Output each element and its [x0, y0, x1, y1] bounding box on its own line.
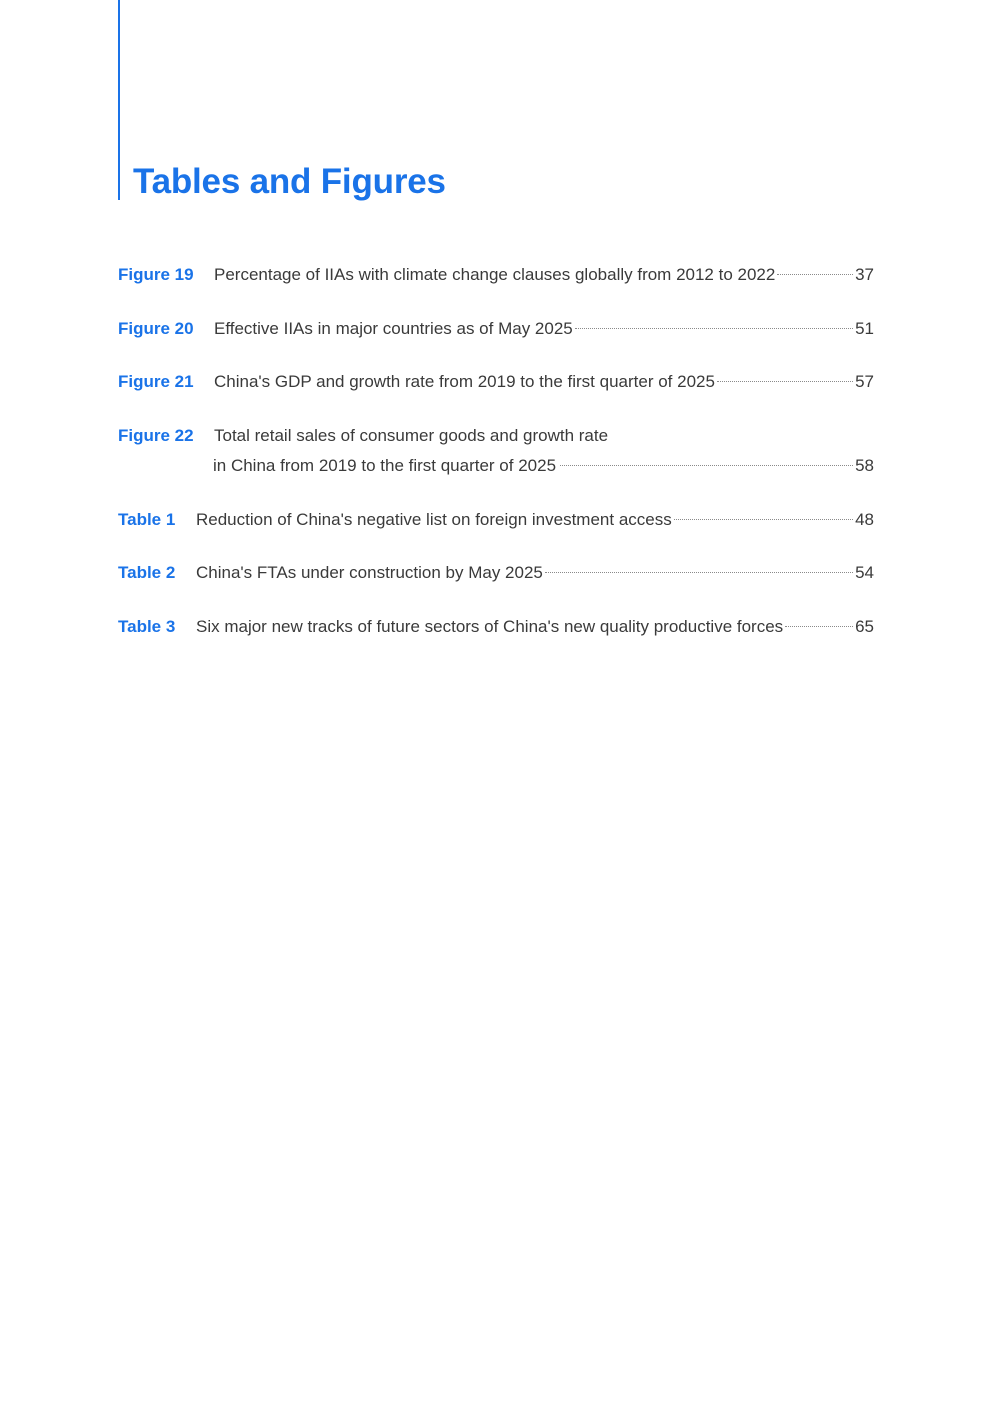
- list-item-table-1[interactable]: [118, 505, 874, 535]
- dot-leader: [575, 328, 853, 329]
- entry-page-number[interactable]: 48: [855, 510, 874, 529]
- entry-label[interactable]: Table 2: [118, 563, 176, 582]
- list-item-figure-22[interactable]: [118, 421, 874, 481]
- entry-label[interactable]: Table 1: [118, 510, 176, 529]
- list-item-figure-19[interactable]: [118, 260, 874, 290]
- entry-label[interactable]: Table 3: [118, 617, 176, 636]
- entry-page-number[interactable]: 37: [855, 265, 874, 284]
- entry-label[interactable]: Figure 22: [118, 426, 194, 445]
- list-item-table-3[interactable]: [118, 612, 874, 642]
- entry-page-number[interactable]: 57: [855, 372, 874, 391]
- entry-label[interactable]: Figure 21: [118, 372, 194, 391]
- dot-leader: [777, 274, 853, 275]
- entry-title[interactable]: China's GDP and growth rate from 2019 to the first quarter of 2025: [214, 372, 715, 391]
- entry-page-number[interactable]: 58: [855, 456, 874, 475]
- dot-leader: [785, 626, 853, 627]
- entry-title[interactable]: Percentage of IIAs with climate change clauses globally from 2012 to 2022: [214, 265, 776, 284]
- entry-title[interactable]: Reduction of China's negative list on foreign investment access: [196, 510, 672, 529]
- list-item-figure-20[interactable]: [118, 314, 874, 344]
- dot-leader: [717, 381, 853, 382]
- entry-title[interactable]: Effective IIAs in major countries as of May 2025: [214, 319, 573, 338]
- dot-leader: [560, 465, 853, 466]
- list-item-figure-21[interactable]: [118, 367, 874, 397]
- entry-label[interactable]: Figure 20: [118, 319, 194, 338]
- page-title: Tables and Figures: [133, 162, 446, 201]
- entry-label[interactable]: Figure 19: [118, 265, 194, 284]
- dot-leader: [545, 572, 853, 573]
- dot-leader: [674, 519, 853, 520]
- entry-title-line-2[interactable]: in China from 2019 to the first quarter of 2025: [213, 456, 557, 475]
- entry-title[interactable]: Six major new tracks of future sectors of China's new quality productive forces: [196, 617, 784, 636]
- entry-page-number[interactable]: 51: [855, 319, 874, 338]
- entry-title[interactable]: China's FTAs under construction by May 2025: [196, 563, 543, 582]
- entry-page-number[interactable]: 65: [855, 617, 874, 636]
- entry-title-line-1[interactable]: Total retail sales of consumer goods and growth rate: [214, 426, 609, 445]
- list-item-table-2[interactable]: [118, 558, 874, 588]
- title-accent-rule: [118, 0, 120, 200]
- entry-page-number[interactable]: 54: [855, 563, 874, 582]
